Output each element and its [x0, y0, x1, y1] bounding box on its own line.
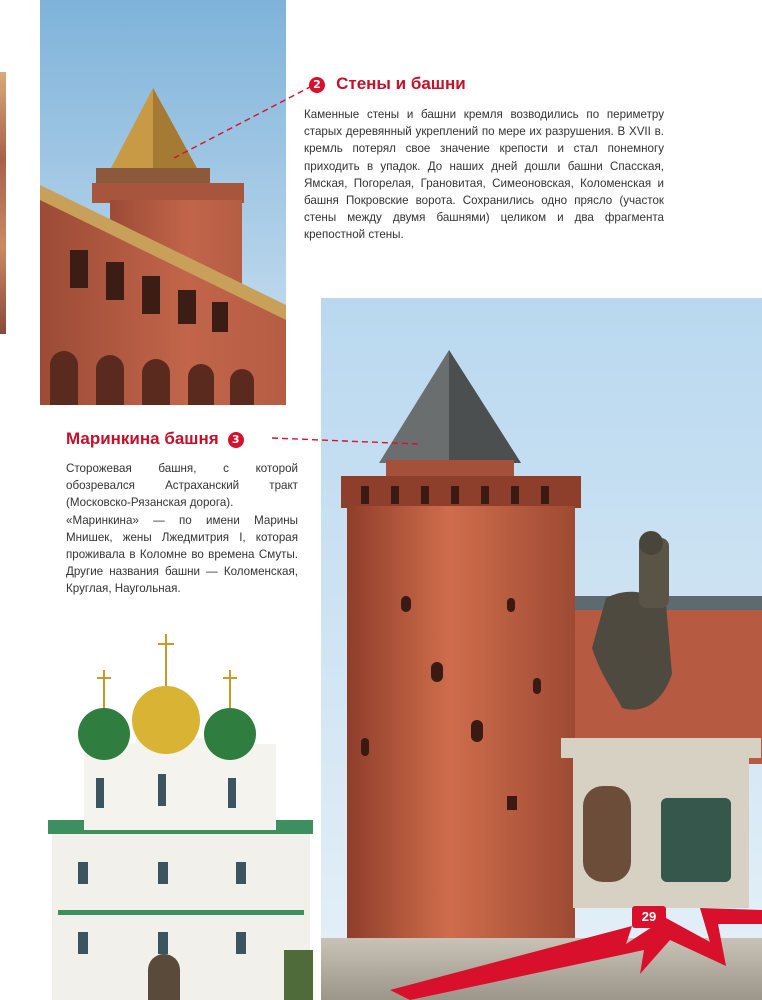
tower-heading: [66, 429, 286, 449]
tower-text-p2: «Маринкина» — по имени Марины Мнишек, жены Лжедмитрия I, которая проживала в Коломне во времена Смуты. Другие названия башни — Коломенская, Круглая, Наугольная.: [66, 513, 298, 596]
left-edge-photo: [0, 72, 6, 334]
tower-photo-top: [40, 0, 286, 405]
cathedral-photo: [48, 634, 313, 1000]
connector-line-walls: [170, 82, 315, 162]
walls-heading: [309, 74, 709, 94]
red-swoosh-decoration: [370, 880, 762, 1000]
walls-number-badge: 2: [309, 77, 325, 93]
tower-number-badge: 3: [228, 432, 244, 448]
page-number: 29: [632, 906, 666, 928]
walls-title: Стены и башни: [336, 74, 466, 93]
connector-line-tower: [272, 432, 422, 448]
tower-title: Маринкина башня: [66, 429, 219, 448]
tower-text: [66, 460, 298, 598]
tower-text-p1: Сторожевая башня, с которой обозревался Астраханский тракт (Московско-Рязанская дорога).: [66, 462, 298, 510]
walls-text: Каменные стены и башни кремля возводились по периметру старых деревянный укреплений по мере их разрушения. В XVII в. кремль потерял свое значение крепости и стал понемногу приходить в упадок. До наших дней дошли башни Спасская, Ямская, Погорелая, Грановитая, Симеоновская, Коломенская и башня Покровские ворота. Сохранились одно прясло (участок стены между двумя башнями) целиком и два фрагмента крепостной стены.: [304, 108, 664, 242]
